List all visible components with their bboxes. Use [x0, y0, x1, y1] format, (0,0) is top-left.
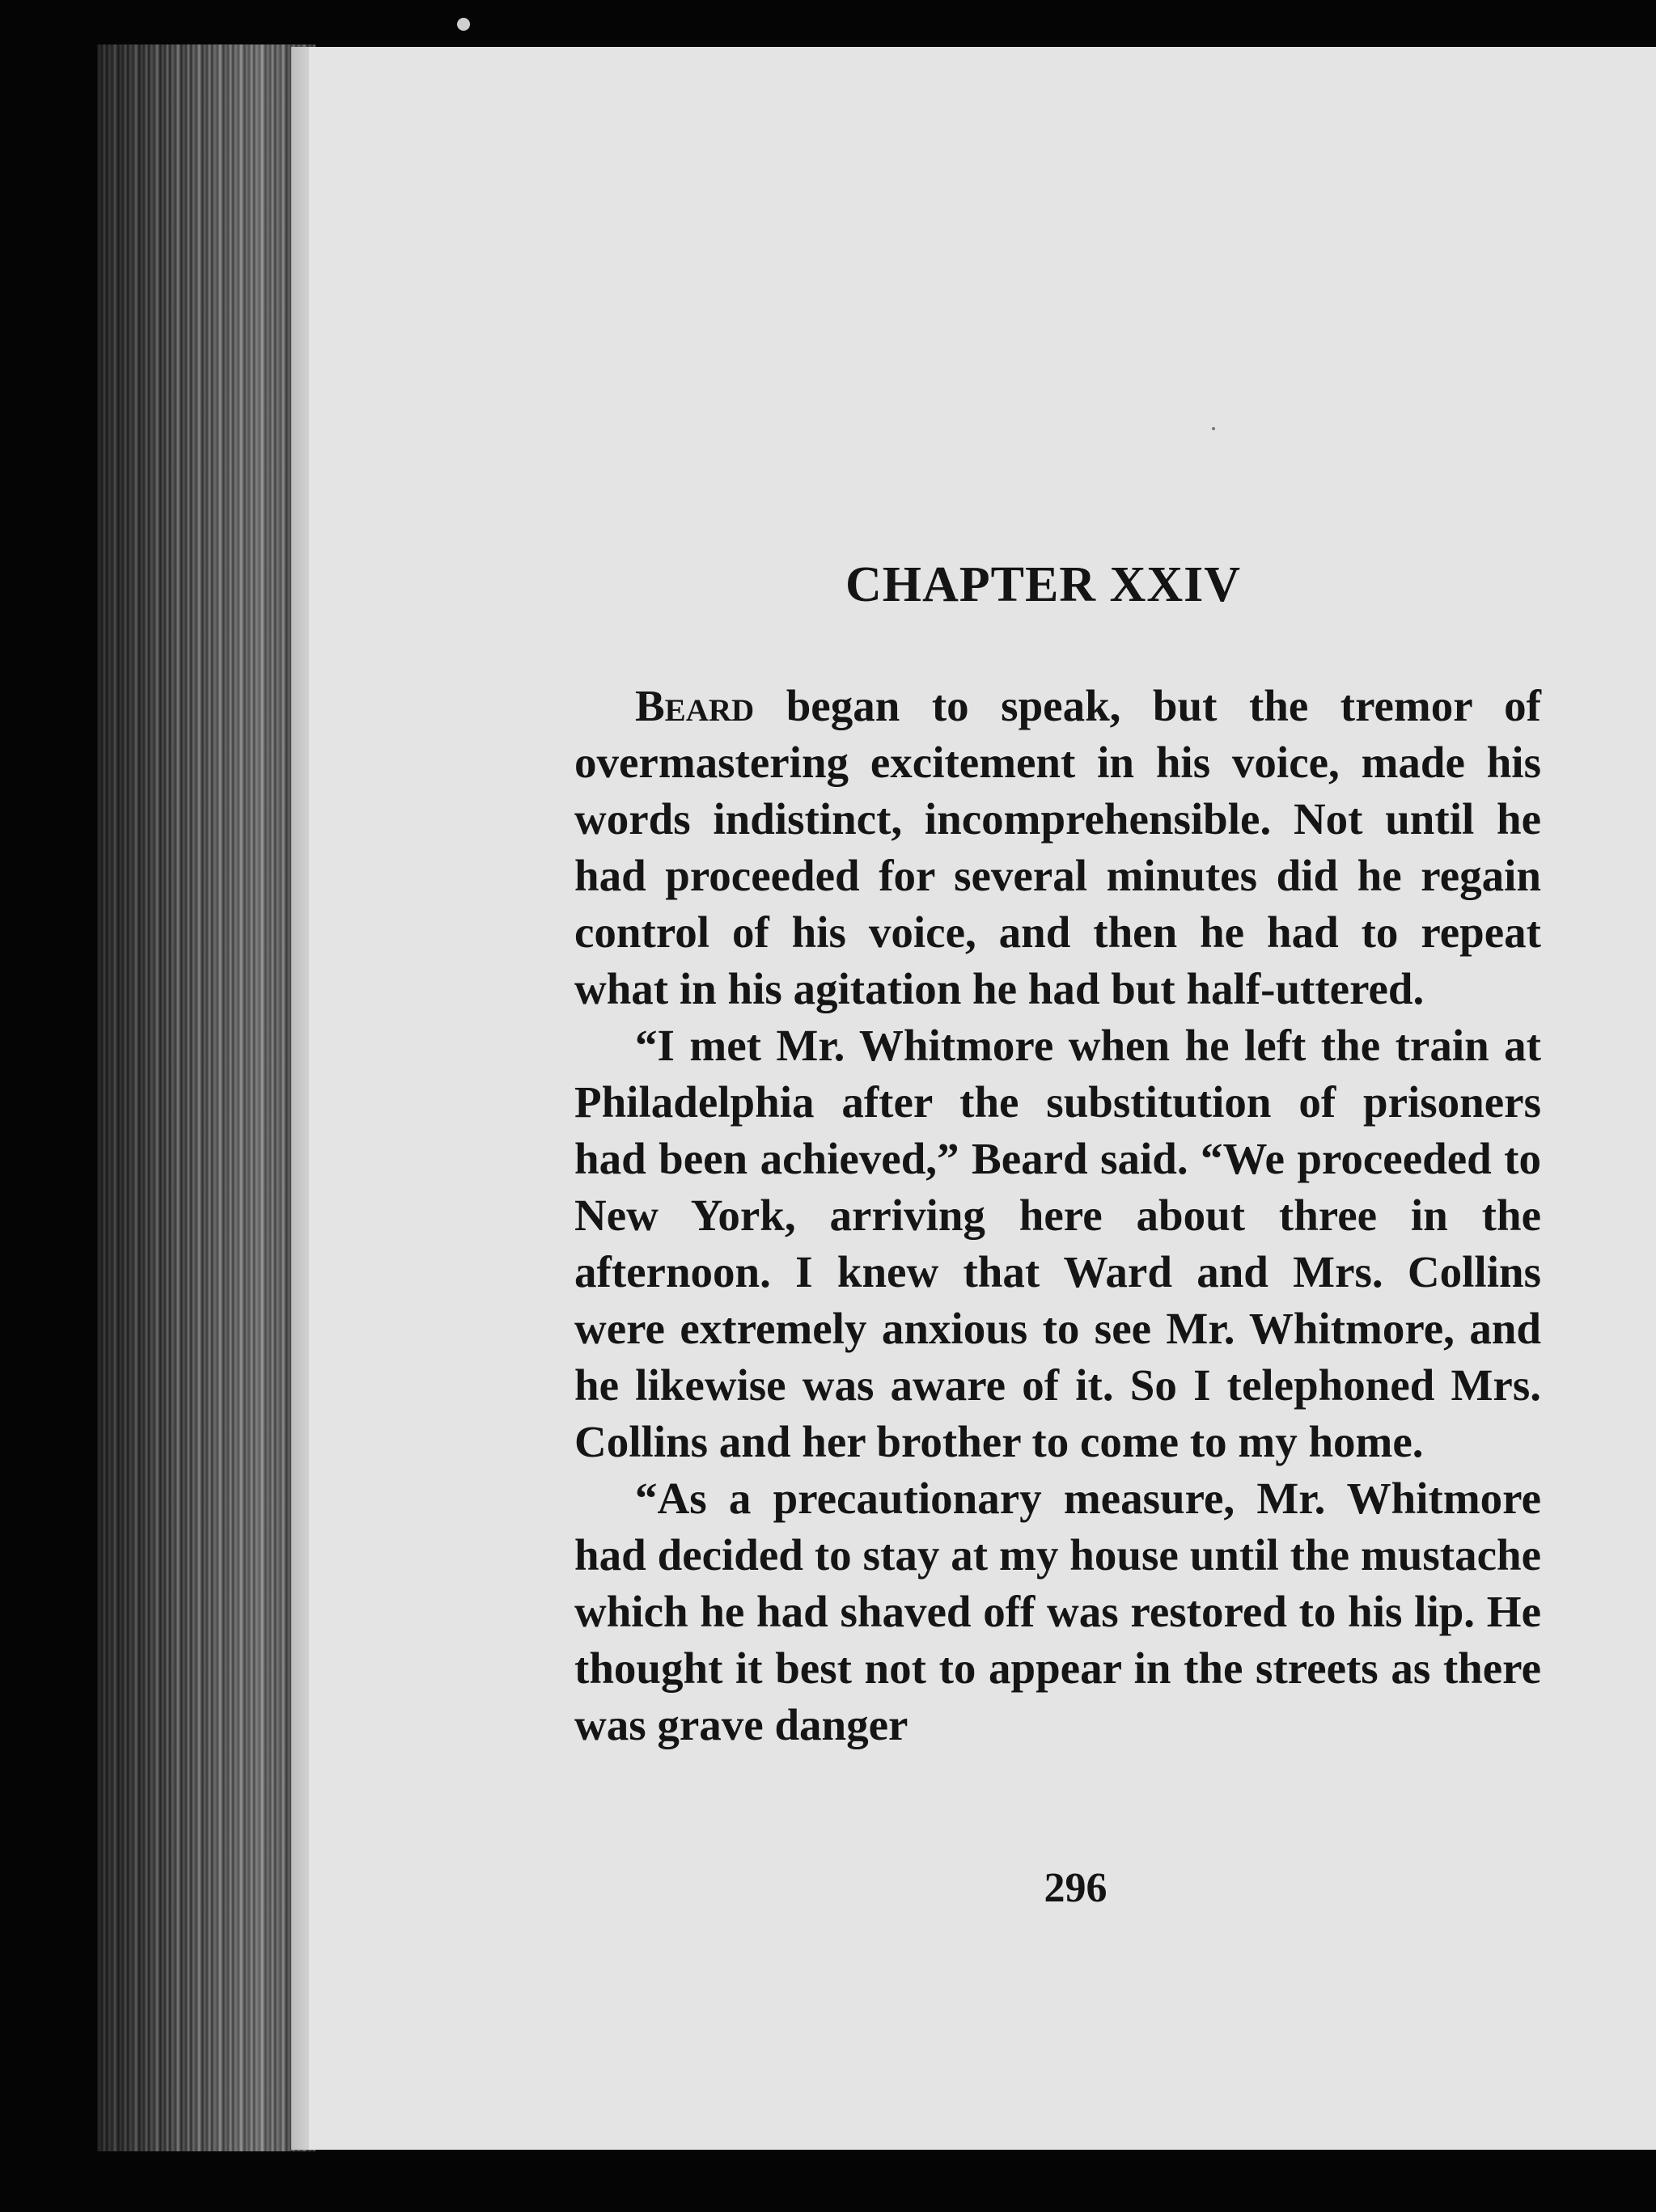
paragraph-text: began to speak, but the tremor of overmastering excitement in his voice, made his words indistinct, incomprehensible. Not until he had proceeded for several minutes did he regain control of his voice, and then he had to repeat what in his agitation he had but half-uttered.: [574, 681, 1541, 1013]
paragraph-3: “As a precautionary measure, Mr. Whitmore had decided to stay at my house until the mustache which he had shaved off was restored to his lip. He thought it best not to appear in the streets as there was grave danger: [574, 1474, 1541, 1749]
chapter-title: CHAPTER XXIV: [845, 557, 1242, 612]
dust-speck: [1212, 427, 1215, 430]
body-text: [574, 678, 1541, 1753]
page-number: 296: [1044, 1865, 1108, 1911]
paragraph-2: “I met Mr. Whitmore when he left the train at Philadelphia after the substitution of prisoners had been achieved,” Beard said. “We proceeded to New York, arriving here about three in the afternoon. I knew that Ward and Mrs. Collins were extremely anxious to see Mr. Whitmore, and he likewise was aware of it. So I telephoned Mrs. Collins and her brother to come to my home.: [574, 1021, 1541, 1466]
paragraph-lead-word: Beard: [635, 681, 755, 730]
paragraph-1: [574, 678, 1541, 1017]
book-page-edges: [97, 44, 316, 2151]
dust-speck: [457, 18, 470, 31]
